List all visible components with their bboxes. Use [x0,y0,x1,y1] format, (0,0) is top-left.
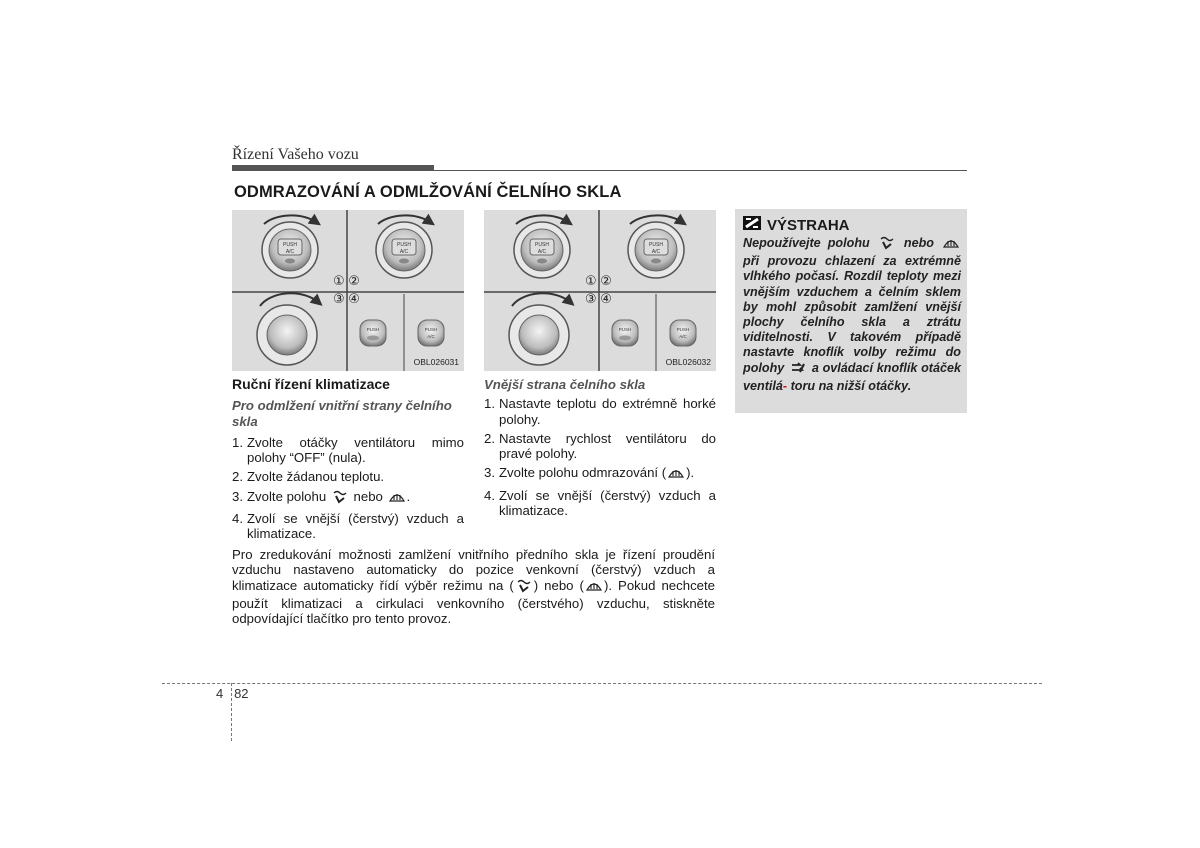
floor-defrost-icon [879,236,895,254]
svg-text:A/C: A/C [285,249,295,255]
manual-control-heading: Ruční řízení klimatizace [232,376,390,392]
warning-box [735,209,967,413]
figure-code: OBL026032 [665,357,711,367]
left-column [232,377,464,546]
inner-defog-subheading: Pro odmlžení vnitřní strany čelního skla [232,398,452,429]
outer-defog-steps [484,396,716,518]
svg-text:PUSH: PUSH [676,327,690,332]
windshield-defrost-icon [586,579,602,596]
step-markers-bottom: ③ ④ [585,291,612,306]
svg-text:PUSH: PUSH [535,242,549,248]
footer-rule [162,683,1042,684]
list-item: 1. Nastavte teplotu do extrémně horké polohy. [484,396,716,427]
svg-text:PUSH: PUSH [283,242,297,248]
list-item: 3. Zvolte polohu odmrazování ( ). [484,465,716,483]
auto-defog-paragraph: Pro zredukování možnosti zamlžení vnitřního předního skla je řízení proudění vzduchu nastaveno automaticky do pozice venkovní (čerstvý) vzduch a klimatizace automaticky řídí výběr režimu na ( ) nebo ( ). Pokud nechcete použít klimatizaci a cirkulaci venkovního (čerstvého) vzduchu, stiskněte odpovídající tlačítko pro tento provoz. [232,547,715,627]
svg-text:PUSH: PUSH [397,242,411,248]
svg-text:A/C: A/C [537,249,547,255]
header-rule [232,170,967,171]
svg-text:PUSH: PUSH [424,327,438,332]
svg-text:A/C: A/C [651,249,661,255]
list-item: 1. Zvolte otáčky ventilátoru mimo polohy “OFF” (nula). [232,434,464,466]
windshield-defrost-icon [668,466,684,483]
list-item: 2. Zvolte žádanou teplotu. [232,469,385,485]
svg-text:A/C: A/C [427,334,435,339]
right-column [484,377,716,522]
page-number: 4 82 [216,686,249,701]
floor-defrost-icon [516,579,532,596]
figure-code: OBL026031 [413,357,459,367]
list-item: 2. Nastavte rychlost ventilátoru do pravé polohy. [484,430,716,462]
step-markers-bottom: ③ ④ [333,291,360,306]
svg-text:PUSH: PUSH [366,327,380,332]
outer-defog-subheading: Vnější strana čelního skla [484,377,646,392]
warning-title: VÝSTRAHA [743,215,850,235]
step-markers-top: ① ② [585,273,612,288]
svg-text:PUSH: PUSH [649,242,663,248]
windshield-defrost-icon [943,236,959,254]
list-item: 4. Zvolí se vnější (čerstvý) vzduch a klimatizace. [232,511,464,542]
step-markers-top: ① ② [333,273,360,288]
warning-icon [743,215,761,235]
list-item: 4. Zvolí se vnější (čerstvý) vzduch a klimatizace. [484,487,716,519]
figure-outer-defog [484,210,716,371]
section-title: Řízení Vašeho vozu [232,146,359,163]
windshield-defrost-icon [389,490,405,507]
svg-text:A/C: A/C [399,249,409,255]
inner-defog-steps [232,435,464,542]
list-item: 3. Zvolte polohu nebo . [232,489,464,507]
svg-text:A/C: A/C [679,334,687,339]
figure-manual-defog [232,210,464,371]
page-heading: ODMRAZOVÁNÍ A ODMLŽOVÁNÍ ČELNÍHO SKLA [234,183,622,201]
floor-defrost-icon [332,490,348,507]
face-vent-icon [790,361,806,379]
warning-text: Nepoužívejte polohu nebo při provozu chlazení za extrémně vlhkého počasí. Rozdíl teploty mezi vnějším vzduchem a čelním sklem by mohl způsobit zamlžení vnější plochy čelního skla a ztrátu viditelnosti. V takovém případě nastavte knoflík volby režimu do polohy a ovládací knoflík otáček ventilá- toru na nižší otáčky. [743,236,961,393]
svg-text:PUSH: PUSH [618,327,632,332]
